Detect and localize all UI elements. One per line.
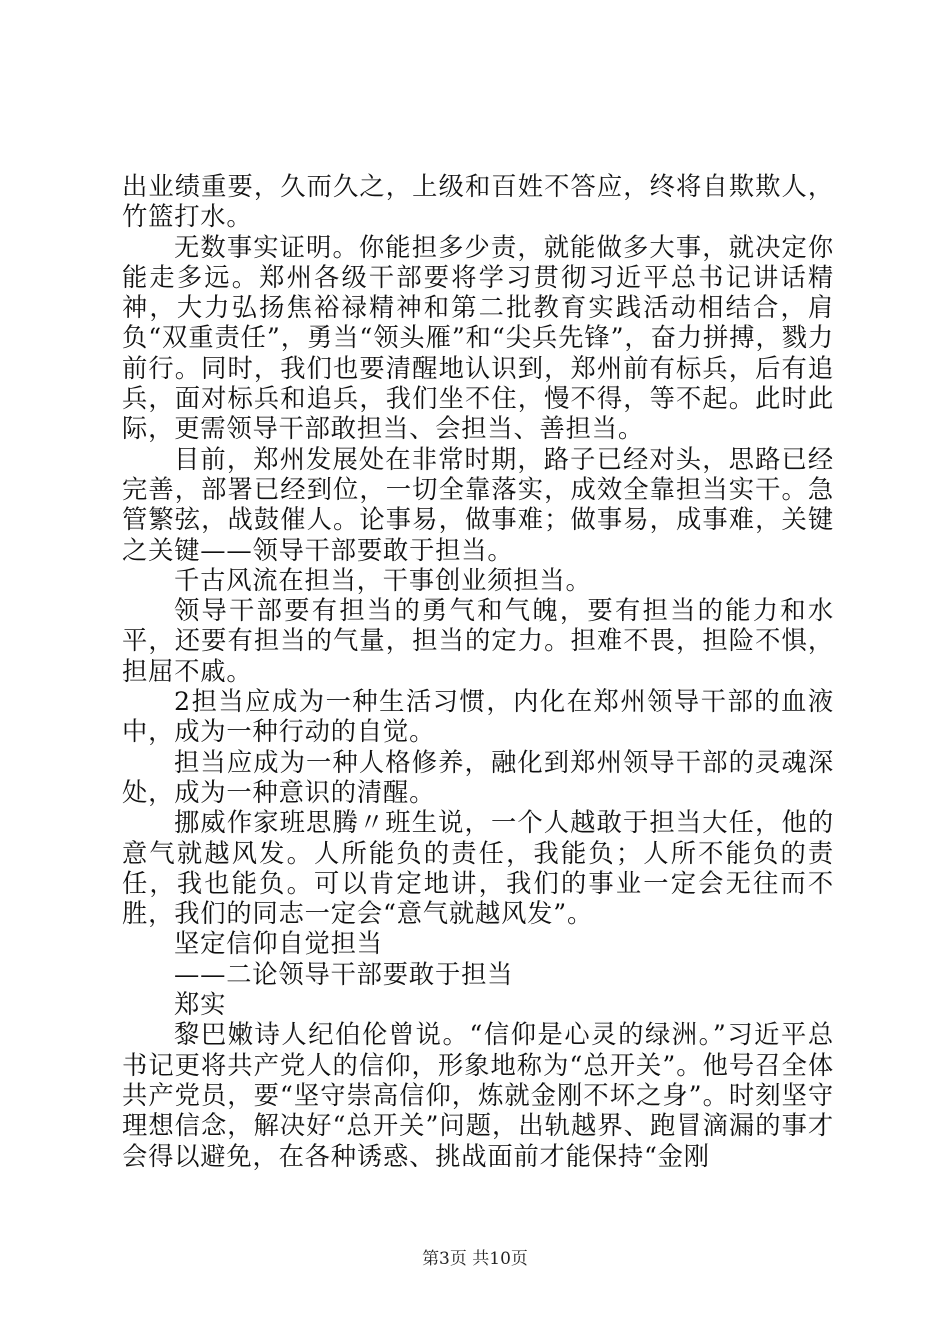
article-title: 坚定信仰自觉担当 [174, 929, 383, 959]
paragraph-4: 千古风流在担当，干事创业须担当。 [174, 565, 592, 595]
paragraph-9: 黎巴嫩诗人纪伯伦曾说。“信仰是心灵的绿洲。”习近平总书记更将共产党人的信仰，形象地称为“总开关”。他号召全体共产党员，要“坚守崇高信仰，炼就金刚不坏之身”。时刻坚守理想信念，解决好“总开关”问题，出轨越界、跑冒滴漏的事才会得以避免，在各种诱惑、挑战面前才能保持“金刚 [122, 1020, 834, 1171]
paragraph-7: 担当应成为一种人格修养，融化到郑州领导干部的灵魂深处，成为一种意识的清醒。 [122, 747, 834, 807]
paragraph-8: 挪威作家班思腾〃班生说，一个人越敢于担当大任，他的意气就越风发。人所能负的责任，我能负；人所不能负的责任，我也能负。可以肯定地讲，我们的事业一定会无往而不胜，我们的同志一定会“意气就越风发”。 [122, 808, 834, 929]
paragraph-6: 2担当应成为一种生活习惯，内化在郑州领导干部的血液中，成为一种行动的自觉。 [122, 687, 834, 747]
paragraph-5: 领导干部要有担当的勇气和气魄，要有担当的能力和水平，还要有担当的气量，担当的定力。担难不畏，担险不惧，担屈不戚。 [122, 596, 834, 686]
paragraph-3: 目前，郑州发展处在非常时期，路子已经对头，思路已经完善，部署已经到位，一切全靠落实，成效全靠担当实干。急管繁弦，战鼓催人。论事易，做事难；做事易，成事难，关键之关键——领导干部要敢于担当。 [122, 444, 834, 565]
document-body [122, 172, 834, 1172]
paragraph-2: 无数事实证明。你能担多少责，就能做多大事，就决定你能走多远。郑州各级干部要将学习贯彻习近平总书记讲话精神，大力弘扬焦裕禄精神和第二批教育实践活动相结合，肩负“双重责任”，勇当“领头雁”和“尖兵先锋”，奋力拼搏，戮力前行。同时，我们也要清醒地认识到，郑州前有标兵，后有追兵，面对标兵和追兵，我们坐不住，慢不得，等不起。此时此际，更需领导干部敢担当、会担当、善担当。 [122, 232, 834, 444]
article-author: 郑实 [174, 990, 227, 1020]
page-footer: 第3页 共10页 [422, 1249, 528, 1269]
paragraph-1: 出业绩重要，久而久之，上级和百姓不答应，终将自欺欺人，竹篮打水。 [122, 172, 834, 232]
article-subtitle: ——二论领导干部要敢于担当 [174, 959, 514, 989]
